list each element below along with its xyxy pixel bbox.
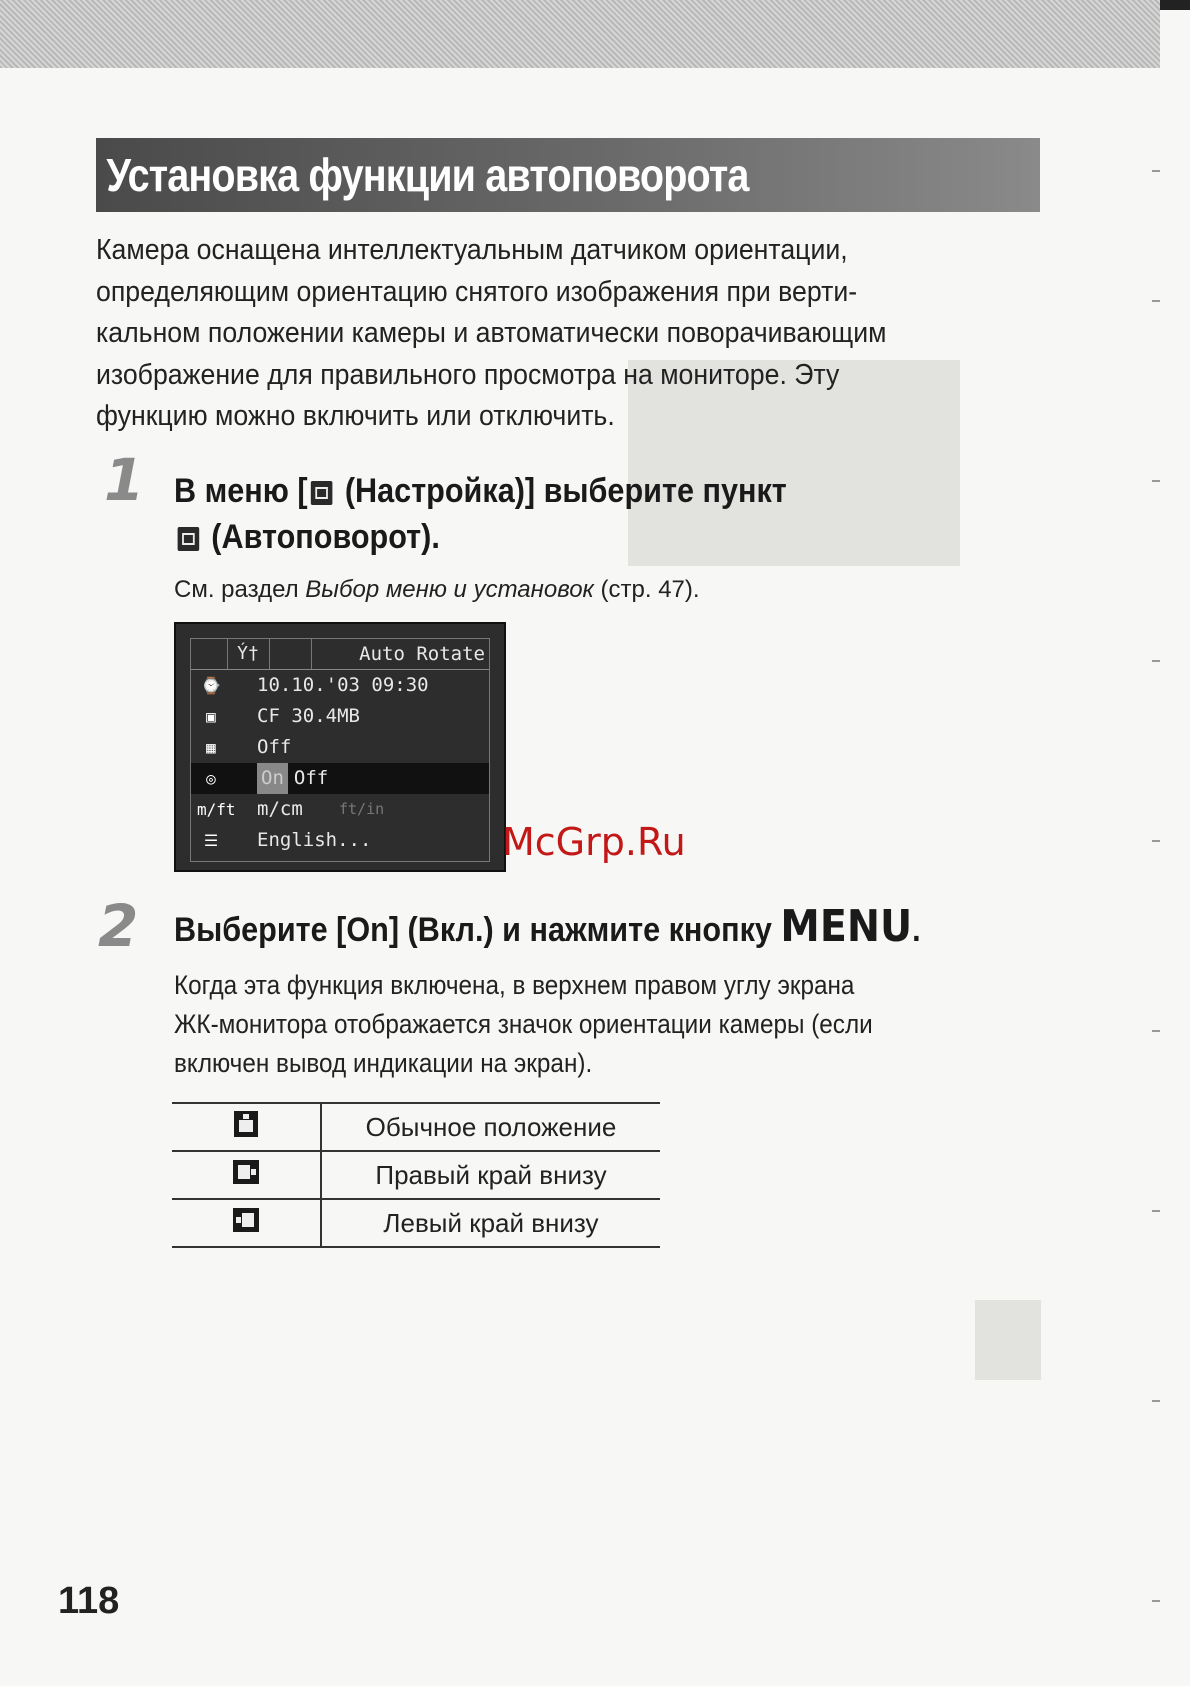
table-cell-icon	[172, 1103, 321, 1151]
step-1-heading-line2	[174, 514, 440, 560]
step-2-body	[174, 966, 1014, 1083]
auto-rotate-icon: ◎	[206, 769, 216, 788]
lcd-row-units	[191, 794, 489, 825]
lcd-row-date	[191, 670, 489, 701]
lcd-tab-play	[191, 639, 228, 669]
setup-menu-icon	[311, 481, 333, 505]
lcd-row-format	[191, 701, 489, 732]
margin-mark	[1152, 170, 1160, 172]
intro-paragraph	[96, 230, 1036, 438]
table-cell-icon	[172, 1151, 321, 1199]
lcd-row-file-no	[191, 732, 489, 763]
margin-mark	[1152, 660, 1160, 662]
camera-left-down-icon	[233, 1208, 259, 1232]
menu-key-label: MENU	[780, 901, 913, 952]
lcd-row-language	[191, 825, 489, 856]
table-cell-label: Обычное положение	[321, 1103, 660, 1151]
lcd-value: 10.10.'03 09:30	[257, 674, 429, 696]
note-text: См. раздел	[174, 576, 306, 603]
margin-mark	[1152, 1600, 1160, 1602]
watermark: McGrp.Ru	[502, 820, 686, 864]
step-1-text: (Настройка)] выберите пункт	[336, 472, 787, 510]
auto-rotate-icon	[178, 527, 200, 551]
lcd-value: Off	[257, 736, 292, 758]
margin-mark	[1152, 840, 1160, 842]
table-row	[172, 1199, 660, 1247]
table-cell-label: Левый край внизу	[321, 1199, 660, 1247]
lcd-menu	[190, 638, 490, 862]
lcd-tab-bar	[191, 639, 489, 670]
margin-mark	[1152, 1400, 1160, 1402]
step-1-heading-line1	[174, 468, 787, 514]
section-title-bar	[96, 138, 1040, 212]
intro-line: изображение для правильного просмотра на мониторе. Эту	[96, 358, 840, 391]
lcd-option-on: On	[257, 763, 288, 794]
lcd-title: Auto Rotate	[359, 643, 485, 665]
step-1-text: В меню [	[174, 472, 308, 510]
lcd-menu-screenshot	[174, 622, 506, 872]
intro-line: функцию можно включить или отключить.	[96, 400, 615, 432]
note-reference: Выбор меню и установок	[305, 576, 594, 603]
clock-icon: ⌚	[201, 676, 221, 695]
orientation-table	[172, 1102, 660, 1248]
margin-mark	[1152, 480, 1160, 482]
step-1-number: 1	[104, 446, 145, 514]
intro-line: Камера оснащена интеллектуальным датчиком ориентации,	[96, 234, 848, 266]
file-number-icon: ▦	[206, 738, 216, 757]
page-number: 118	[58, 1580, 120, 1622]
lcd-row-auto-rotate	[191, 763, 489, 794]
table-cell-icon	[172, 1199, 321, 1247]
lcd-value: English...	[257, 829, 372, 851]
step-2-heading	[174, 901, 921, 953]
table-cell-label: Правый край внизу	[321, 1151, 660, 1199]
lcd-value: m/cm	[257, 798, 303, 820]
lcd-option-group	[257, 763, 328, 794]
lcd-tab-custom	[269, 639, 312, 669]
intro-line: кальном положении камеры и автоматически поворачивающим	[96, 317, 887, 349]
step-2-line: ЖК-монитора отображается значок ориентации камеры (если	[174, 1009, 873, 1039]
table-row	[172, 1103, 660, 1151]
table-row	[172, 1151, 660, 1199]
margin-mark	[1152, 300, 1160, 302]
step-2-line: включен вывод индикации на экран).	[174, 1048, 593, 1078]
note-text: (стр. 47).	[593, 576, 700, 603]
lcd-value: CF 30.4MB	[257, 705, 360, 727]
margin-mark	[1152, 1210, 1160, 1212]
step-1-note	[174, 576, 700, 604]
language-icon: ☰	[203, 831, 219, 850]
step-2-line: Когда эта функция включена, в верхнем правом углу экрана	[174, 970, 855, 1000]
lcd-option-off: Off	[293, 767, 329, 789]
units-icon: m/ft	[197, 800, 236, 819]
page-header-band	[0, 0, 1160, 68]
camera-right-down-icon	[233, 1160, 259, 1184]
margin-mark	[1152, 1030, 1160, 1032]
lcd-tab-setup: Ý†	[227, 639, 270, 669]
section-title: Установка функции автоповорота	[106, 149, 749, 201]
lcd-value-alt: ft/in	[339, 800, 385, 818]
corner-mark	[1160, 0, 1190, 10]
step-2-number: 2	[98, 892, 139, 960]
card-icon: ▣	[206, 707, 216, 726]
step-2-text: Выберите [On] (Вкл.) и нажмите кнопку	[174, 911, 781, 949]
intro-line: определяющим ориентацию снятого изображения при верти-	[96, 275, 858, 308]
ghost-box	[975, 1300, 1041, 1380]
camera-normal-icon	[234, 1111, 258, 1137]
step-1-text: (Автоповорот).	[202, 518, 440, 556]
step-2-text: .	[912, 911, 921, 949]
